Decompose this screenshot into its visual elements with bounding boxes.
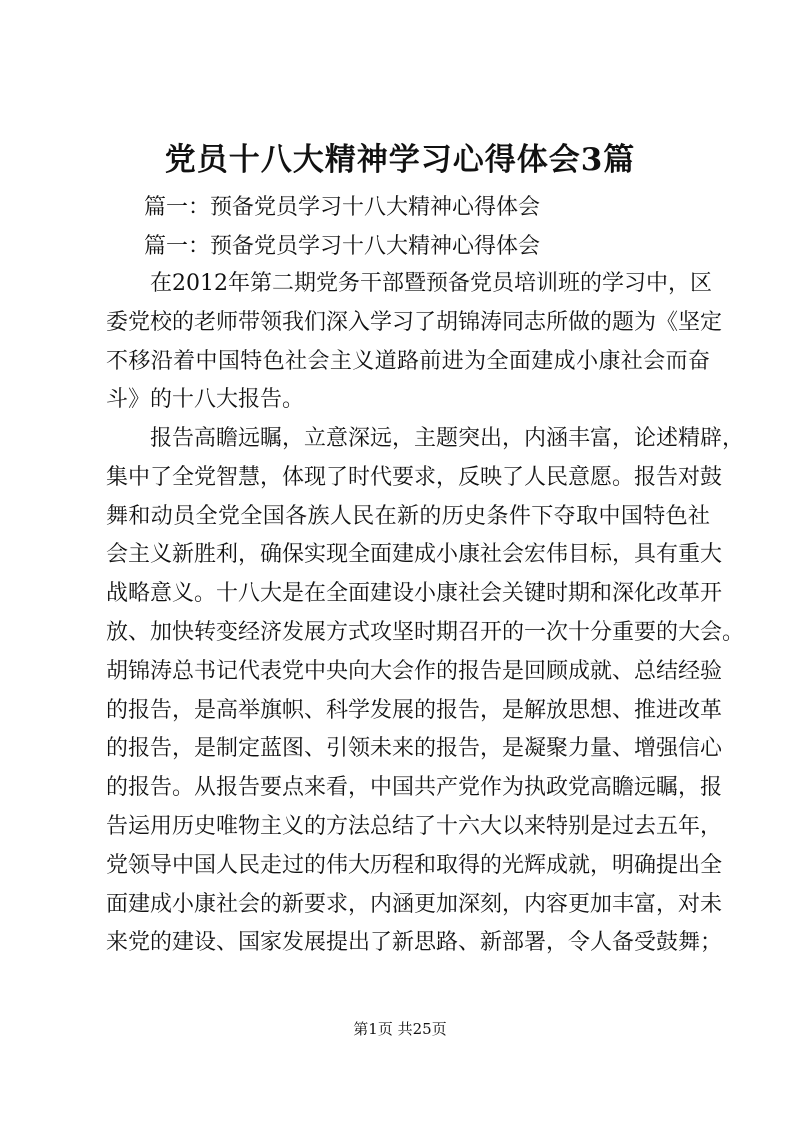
paragraph-line: 的报告。从报告要点来看，中国共产党作为执政党高瞻远瞩，报 (106, 775, 723, 801)
paragraph-line: 斗》的十八大报告。 (106, 387, 305, 413)
paragraph-line: 告运用历史唯物主义的方法总结了十六大以来特别是过去五年， (106, 813, 723, 839)
paragraph-line: 的报告，是高举旗帜、科学发展的报告，是解放思想、推进改革 (106, 697, 723, 723)
paragraph-line: 舞和动员全党全国各族人民在新的历史条件下夺取中国特色社 (106, 503, 710, 529)
body-paragraph (106, 265, 723, 420)
paragraph-line: 党领导中国人民走过的伟大历程和取得的光辉成就，明确提出全 (106, 852, 723, 878)
paragraph-line: 面建成小康社会的新要求，内涵更加深刻，内容更加丰富，对未 (106, 891, 723, 917)
paragraph-line: 不移沿着中国特色社会主义道路前进为全面建成小康社会而奋 (106, 348, 710, 374)
paragraph-line: 来党的建设、国家发展提出了新思路、新部署，令人备受鼓舞； (106, 930, 723, 956)
paragraph-line: 在2012年第二期党务干部暨预备党员培训班的学习中，区 (150, 271, 712, 296)
document-title: 党员十八大精神学习心得体会3篇 (164, 142, 636, 178)
paragraph-line: 的报告，是制定蓝图、引领未来的报告，是凝聚力量、增强信心 (106, 736, 723, 762)
page-number-footer: 第1页 共25页 (353, 1020, 447, 1038)
paragraph-line: 胡锦涛总书记代表党中央向大会作的报告是回顾成就、总结经验 (106, 658, 723, 684)
section-subheading: 篇一：预备党员学习十八大精神心得体会 (144, 195, 541, 220)
section-subheading: 篇一：预备党员学习十八大精神心得体会 (144, 234, 541, 259)
paragraph-line: 放、加快转变经济发展方式攻坚时期召开的一次十分重要的大会。 (106, 619, 745, 645)
paragraph-line: 委党校的老师带领我们深入学习了胡锦涛同志所做的题为《坚定 (106, 309, 723, 335)
body-paragraph (106, 420, 745, 963)
paragraph-line: 报告高瞻远瞩，立意深远，主题突出，内涵丰富，论述精辟， (150, 426, 745, 451)
paragraph-line: 集中了全党智慧，体现了时代要求，反映了人民意愿。报告对鼓 (106, 464, 723, 490)
paragraph-line: 会主义新胜利，确保实现全面建成小康社会宏伟目标，具有重大 (106, 542, 723, 568)
paragraph-line: 战略意义。十八大是在全面建设小康社会关键时期和深化改革开 (106, 581, 723, 607)
